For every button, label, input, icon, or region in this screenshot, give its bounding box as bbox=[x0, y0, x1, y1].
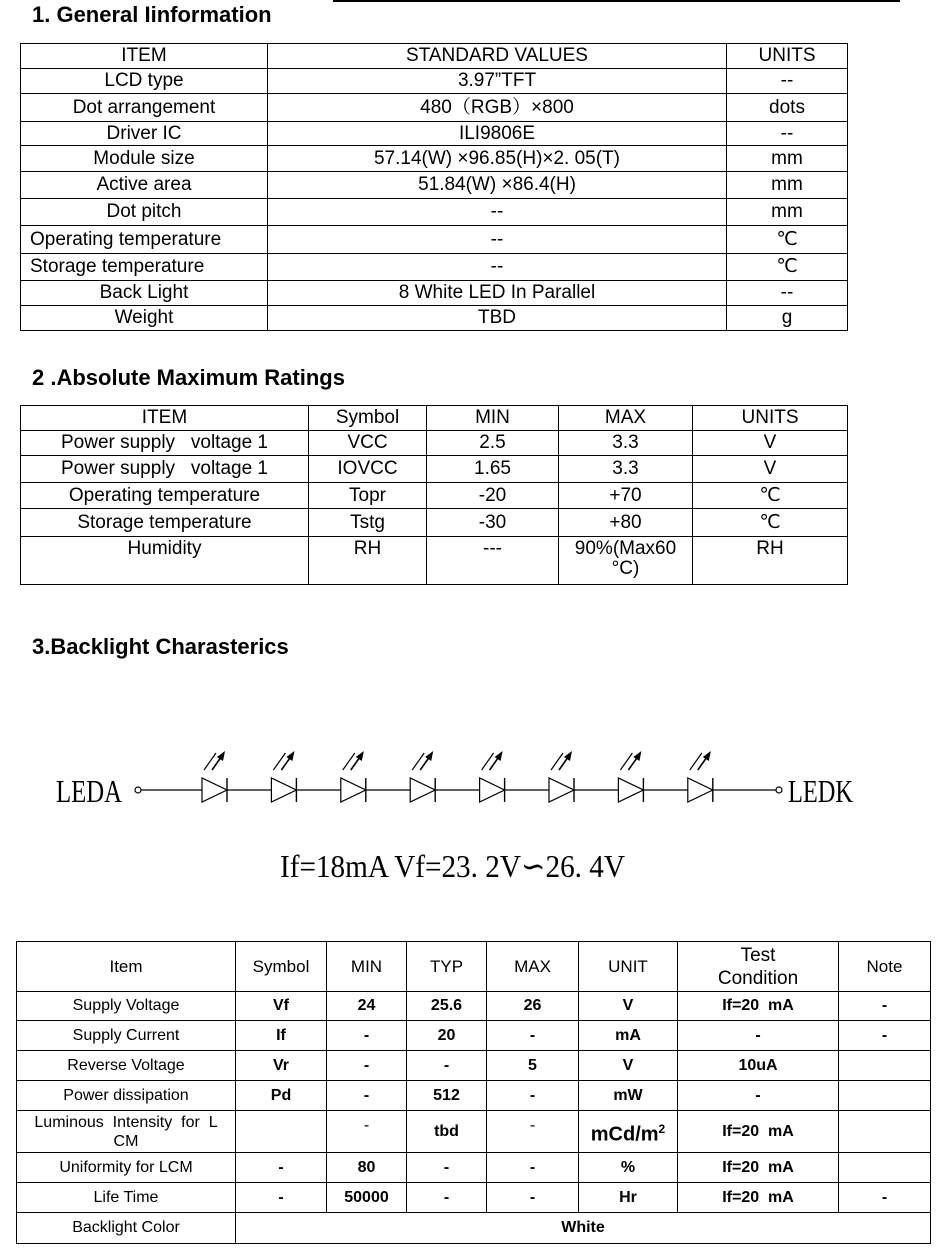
led-diode-icon bbox=[480, 751, 505, 802]
header-symbol: Symbol bbox=[309, 406, 427, 431]
min-cell: - bbox=[327, 1021, 407, 1051]
unit-cell: V bbox=[579, 1051, 678, 1081]
symbol-cell: Tstg bbox=[309, 509, 427, 537]
table-row bbox=[21, 226, 848, 254]
unit-cell: ℃ bbox=[727, 254, 848, 281]
min-cell: - bbox=[327, 1081, 407, 1111]
table-row bbox=[21, 306, 848, 331]
typ-cell: - bbox=[407, 1051, 487, 1081]
item-cell: Weight bbox=[21, 306, 268, 331]
note-cell: - bbox=[839, 1021, 931, 1051]
symbol-cell: Vf bbox=[236, 992, 327, 1021]
unit-cell: mA bbox=[579, 1021, 678, 1051]
unit-cell: V bbox=[579, 992, 678, 1021]
backlight-color-value: White bbox=[236, 1213, 931, 1244]
table-row bbox=[21, 199, 848, 226]
top-rule bbox=[333, 0, 900, 2]
led-chain bbox=[202, 751, 713, 802]
typ-cell: 512 bbox=[407, 1081, 487, 1111]
item-cell: Driver IC bbox=[21, 122, 268, 146]
item-cell: Uniformity for LCM bbox=[17, 1153, 236, 1183]
item-cell: Supply Voltage bbox=[17, 992, 236, 1021]
header-units: UNITS bbox=[727, 44, 848, 69]
table-row bbox=[21, 172, 848, 199]
unit-text: mCd/m bbox=[590, 1123, 659, 1146]
table-row bbox=[21, 509, 848, 537]
item-cell: Supply Current bbox=[17, 1021, 236, 1051]
table-header-row bbox=[21, 44, 848, 69]
header-symbol: Symbol bbox=[236, 942, 327, 992]
led-diode-icon bbox=[341, 751, 366, 802]
table-row bbox=[21, 537, 848, 585]
condition-cell: If=20 mA bbox=[678, 1153, 839, 1183]
table-header-row bbox=[17, 942, 931, 992]
table-row bbox=[21, 254, 848, 281]
header-max: MAX bbox=[559, 406, 693, 431]
header-typ: TYP bbox=[407, 942, 487, 992]
table-row bbox=[17, 1111, 931, 1153]
item-cell: Back Light bbox=[21, 281, 268, 306]
ledk-label: LEDK bbox=[788, 773, 853, 809]
min-cell: 80 bbox=[327, 1153, 407, 1183]
table-row bbox=[21, 431, 848, 456]
condition-cell: If=20 mA bbox=[678, 1111, 839, 1153]
unit-cell: mW bbox=[579, 1081, 678, 1111]
table-row bbox=[21, 94, 848, 122]
item-cell: Life Time bbox=[17, 1183, 236, 1213]
general-info-table bbox=[20, 43, 848, 331]
table-row bbox=[21, 146, 848, 172]
item-cell: Module size bbox=[21, 146, 268, 172]
value-cell: 57.14(W) ×96.85(H)×2. 05(T) bbox=[268, 146, 727, 172]
item-cell: Dot pitch bbox=[21, 199, 268, 226]
note-cell bbox=[839, 1153, 931, 1183]
absolute-ratings-table bbox=[20, 405, 848, 585]
header-test-line1: Test bbox=[740, 944, 776, 966]
value-cell: 8 White LED In Parallel bbox=[268, 281, 727, 306]
symbol-cell: Pd bbox=[236, 1081, 327, 1111]
symbol-cell: - bbox=[236, 1153, 327, 1183]
max-cell: 5 bbox=[487, 1051, 579, 1081]
section2-title: 2 .Absolute Maximum Ratings bbox=[32, 365, 345, 390]
note-cell: - bbox=[839, 992, 931, 1021]
led-diode-icon bbox=[618, 751, 643, 802]
max-line1: 90%(Max60 bbox=[574, 538, 677, 559]
forward-spec-formula: If=18mA Vf=23. 2V∽26. 4V bbox=[280, 848, 625, 884]
max-cell: 3.3 bbox=[559, 456, 693, 483]
condition-cell: - bbox=[678, 1021, 839, 1051]
table-row bbox=[21, 122, 848, 146]
table-row bbox=[21, 456, 848, 483]
item-cell: Power dissipation bbox=[17, 1081, 236, 1111]
condition-cell: If=20 mA bbox=[678, 1183, 839, 1213]
unit-cell: mm bbox=[727, 199, 848, 226]
unit-cell: ℃ bbox=[727, 226, 848, 254]
table-row bbox=[17, 1153, 931, 1183]
item-cell bbox=[17, 1111, 236, 1153]
value-cell: 51.84(W) ×86.4(H) bbox=[268, 172, 727, 199]
condition-cell: 10uA bbox=[678, 1051, 839, 1081]
led-diode-icon bbox=[410, 751, 435, 802]
item-line1: Luminous Intensity for L bbox=[34, 1113, 218, 1131]
min-cell: 50000 bbox=[327, 1183, 407, 1213]
table-row bbox=[21, 69, 848, 94]
max-cell: 3.3 bbox=[559, 431, 693, 456]
min-cell: -20 bbox=[427, 483, 559, 509]
table-row bbox=[21, 483, 848, 509]
min-cell: 2.5 bbox=[427, 431, 559, 456]
max-cell bbox=[559, 537, 693, 585]
table-row bbox=[17, 1051, 931, 1081]
value-cell: -- bbox=[268, 199, 727, 226]
section1-title: 1. General Iinformation bbox=[32, 2, 272, 27]
unit-cell: -- bbox=[727, 122, 848, 146]
note-cell: - bbox=[839, 1183, 931, 1213]
table-row bbox=[21, 281, 848, 306]
min-cell: -30 bbox=[427, 509, 559, 537]
value-cell: ILI9806E bbox=[268, 122, 727, 146]
typ-cell: tbd bbox=[407, 1111, 487, 1153]
symbol-cell: Vr bbox=[236, 1051, 327, 1081]
item-cell: Operating temperature bbox=[21, 226, 268, 254]
unit-cell: -- bbox=[727, 69, 848, 94]
value-cell: 3.97”TFT bbox=[268, 69, 727, 94]
header-item: ITEM bbox=[21, 44, 268, 69]
value-cell: -- bbox=[268, 226, 727, 254]
item-cell: Dot arrangement bbox=[21, 94, 268, 122]
unit-cell: g bbox=[727, 306, 848, 331]
units-cell: V bbox=[693, 431, 848, 456]
item-cell: Backlight Color bbox=[17, 1213, 236, 1244]
note-cell bbox=[839, 1111, 931, 1153]
item-cell: Storage temperature bbox=[21, 254, 268, 281]
max-line2: °C) bbox=[611, 558, 640, 579]
units-cell: ℃ bbox=[693, 483, 848, 509]
typ-cell: 25.6 bbox=[407, 992, 487, 1021]
note-cell bbox=[839, 1051, 931, 1081]
max-cell: - bbox=[487, 1111, 579, 1153]
header-max: MAX bbox=[487, 942, 579, 992]
header-note: Note bbox=[839, 942, 931, 992]
max-cell: 26 bbox=[487, 992, 579, 1021]
note-cell bbox=[839, 1081, 931, 1111]
value-cell: TBD bbox=[268, 306, 727, 331]
table-row bbox=[17, 992, 931, 1021]
item-line2: CM bbox=[113, 1132, 139, 1150]
max-cell: - bbox=[487, 1081, 579, 1111]
unit-cell: Hr bbox=[579, 1183, 678, 1213]
min-cell: 24 bbox=[327, 992, 407, 1021]
units-cell: RH bbox=[693, 537, 848, 585]
section3-title: 3.Backlight Charasterics bbox=[32, 634, 289, 659]
item-cell: Power supply voltage 1 bbox=[21, 456, 309, 483]
item-cell: Storage temperature bbox=[21, 509, 309, 537]
symbol-cell: - bbox=[236, 1183, 327, 1213]
symbol-cell: RH bbox=[309, 537, 427, 585]
symbol-cell: VCC bbox=[309, 431, 427, 456]
item-cell: LCD type bbox=[21, 69, 268, 94]
item-cell: Reverse Voltage bbox=[17, 1051, 236, 1081]
max-cell: - bbox=[487, 1021, 579, 1051]
unit-cell: mm bbox=[727, 146, 848, 172]
max-cell: - bbox=[487, 1153, 579, 1183]
header-standard-values: STANDARD VALUES bbox=[268, 44, 727, 69]
unit-cell: dots bbox=[727, 94, 848, 122]
header-unit: UNIT bbox=[579, 942, 678, 992]
header-item: Item bbox=[17, 942, 236, 992]
table-row bbox=[17, 1213, 931, 1244]
item-cell: Power supply voltage 1 bbox=[21, 431, 309, 456]
header-test-condition bbox=[678, 942, 839, 992]
item-cell: Humidity bbox=[21, 537, 309, 585]
max-cell: +70 bbox=[559, 483, 693, 509]
unit-cell: mm bbox=[727, 172, 848, 199]
led-diode-icon bbox=[688, 751, 713, 802]
unit-cell: % bbox=[579, 1153, 678, 1183]
table-row bbox=[17, 1183, 931, 1213]
header-test-line2: Condition bbox=[717, 967, 799, 989]
item-cell: Operating temperature bbox=[21, 483, 309, 509]
typ-cell: 20 bbox=[407, 1021, 487, 1051]
led-diode-icon bbox=[271, 751, 296, 802]
anode-terminal bbox=[135, 787, 141, 793]
led-circuit-diagram bbox=[0, 740, 937, 890]
header-item: ITEM bbox=[21, 406, 309, 431]
cathode-terminal bbox=[776, 787, 782, 793]
symbol-cell: IOVCC bbox=[309, 456, 427, 483]
table-row bbox=[17, 1081, 931, 1111]
units-cell: V bbox=[693, 456, 848, 483]
condition-cell: - bbox=[678, 1081, 839, 1111]
header-min: MIN bbox=[427, 406, 559, 431]
value-cell: -- bbox=[268, 254, 727, 281]
symbol-cell bbox=[236, 1111, 327, 1153]
condition-cell: If=20 mA bbox=[678, 992, 839, 1021]
typ-cell: - bbox=[407, 1153, 487, 1183]
min-cell: - bbox=[327, 1051, 407, 1081]
max-cell: +80 bbox=[559, 509, 693, 537]
table-row bbox=[17, 1021, 931, 1051]
table-header-row bbox=[21, 406, 848, 431]
value-cell: 480（RGB）×800 bbox=[268, 94, 727, 122]
item-cell: Active area bbox=[21, 172, 268, 199]
led-diode-icon bbox=[549, 751, 574, 802]
min-cell: --- bbox=[427, 537, 559, 585]
header-min: MIN bbox=[327, 942, 407, 992]
header-units: UNITS bbox=[693, 406, 848, 431]
symbol-cell: Topr bbox=[309, 483, 427, 509]
units-cell: ℃ bbox=[693, 509, 848, 537]
unit-exponent: 2 bbox=[658, 1121, 666, 1136]
symbol-cell: If bbox=[236, 1021, 327, 1051]
min-cell: - bbox=[327, 1111, 407, 1153]
leda-label: LEDA bbox=[56, 773, 122, 809]
max-cell: - bbox=[487, 1183, 579, 1213]
led-diode-icon bbox=[202, 751, 227, 802]
backlight-table bbox=[16, 941, 931, 1244]
min-cell: 1.65 bbox=[427, 456, 559, 483]
typ-cell: - bbox=[407, 1183, 487, 1213]
unit-cell bbox=[579, 1111, 678, 1153]
unit-cell: -- bbox=[727, 281, 848, 306]
